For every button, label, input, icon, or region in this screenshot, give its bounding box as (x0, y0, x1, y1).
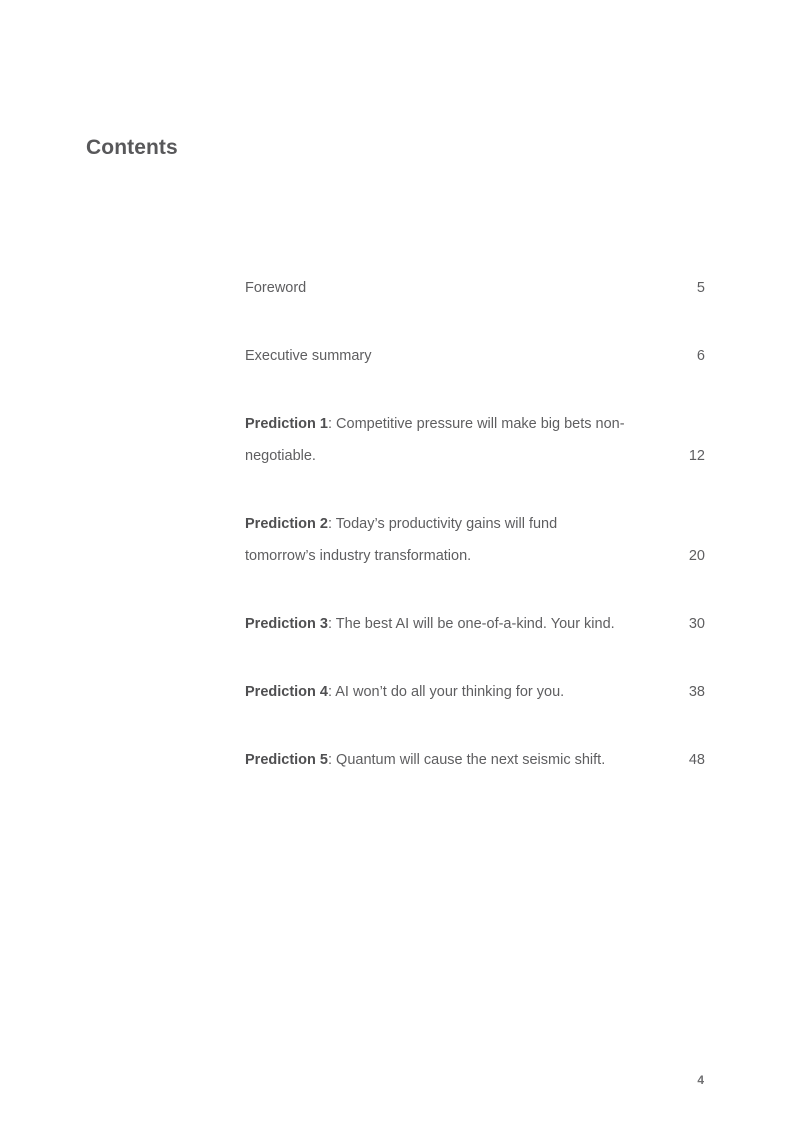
toc-entry[interactable] (245, 272, 705, 304)
toc-entry-page: 5 (696, 280, 705, 296)
toc-entry-page: 6 (696, 348, 705, 364)
toc-entry-title: Executive summary (245, 348, 372, 364)
toc-entry-prefix: Prediction 2 (245, 516, 328, 532)
page-number: 4 (697, 1073, 704, 1087)
toc-entry-page: 20 (688, 548, 705, 564)
toc-entry-page: 38 (688, 684, 705, 700)
toc-entry[interactable] (245, 340, 705, 372)
toc-entry-prefix: Prediction 1 (245, 416, 328, 432)
toc-entry-title: : Today’s productivity gains will fund tomorrow’s industry transformation. (245, 516, 558, 564)
toc-entry-label (245, 408, 625, 472)
toc-entry[interactable] (245, 608, 705, 640)
toc-entry[interactable] (245, 408, 705, 472)
toc-entry-label (245, 340, 372, 372)
toc-entry-title: : Quantum will cause the next seismic shift. (328, 752, 606, 768)
toc-entry-label (245, 272, 306, 304)
toc-entry[interactable] (245, 744, 705, 776)
toc-entry-page: 48 (688, 752, 705, 768)
toc-entry-title: : Competitive pressure will make big bets non-negotiable. (245, 416, 625, 464)
toc-entry-label (245, 744, 605, 776)
toc-entry-page: 12 (688, 448, 705, 464)
toc-entry-title: : The best AI will be one-of-a-kind. Your kind. (328, 616, 615, 632)
toc-entry-prefix: Prediction 5 (245, 752, 328, 768)
toc-entry-label (245, 608, 615, 640)
toc-entry-label (245, 508, 625, 572)
toc-entry-prefix: Prediction 4 (245, 684, 328, 700)
toc-entry-prefix: Prediction 3 (245, 616, 328, 632)
toc-entry[interactable] (245, 508, 705, 572)
toc-entry-page: 30 (688, 616, 705, 632)
table-of-contents (245, 272, 705, 776)
page-title: Contents (86, 136, 178, 159)
toc-entry-title: Foreword (245, 280, 307, 296)
toc-entry-label (245, 676, 564, 708)
toc-entry-title: : AI won’t do all your thinking for you. (328, 684, 565, 700)
toc-entry[interactable] (245, 676, 705, 708)
